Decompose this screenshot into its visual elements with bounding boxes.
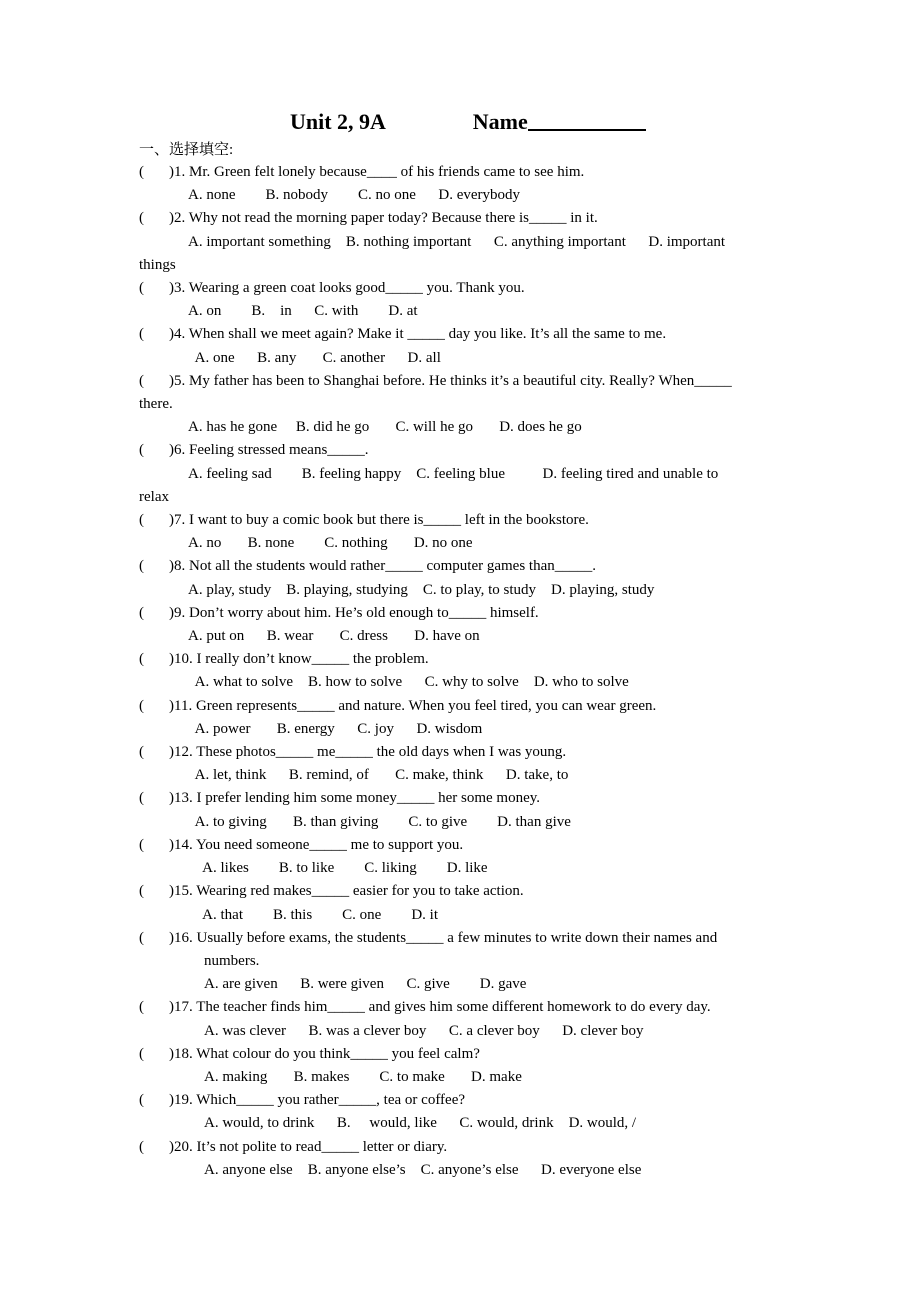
question-stem: )6. Feeling stressed means_____. [169, 442, 369, 459]
answer-paren[interactable]: ( [139, 326, 144, 343]
answer-paren[interactable]: ( [139, 280, 144, 297]
answer-paren[interactable]: ( [139, 836, 144, 853]
question-7 [139, 509, 781, 532]
question-12 [139, 741, 781, 764]
question-5-options: A. has he gone B. did he go C. will he go D. does he go [188, 419, 582, 436]
question-5-stem-cont: there. [139, 396, 173, 413]
section-heading: 一、选择填空: [139, 142, 234, 158]
unit-title: Unit 2, 9A [290, 109, 385, 134]
question-2-options-cont: things [139, 256, 176, 273]
name-blank[interactable] [528, 111, 646, 131]
question-19-options: A. would, to drink B. would, like C. would, drink D. would, / [204, 1115, 637, 1132]
question-stem: )16. Usually before exams, the students_____ a few minutes to write down their names and [169, 929, 718, 946]
question-stem: )10. I really don’t know_____ the problem. [169, 651, 429, 668]
question-stem: )18. What colour do you think_____ you feel calm? [169, 1045, 480, 1062]
answer-paren[interactable]: ( [139, 1138, 144, 1155]
question-7-options: A. no B. none C. nothing D. no one [188, 535, 473, 552]
question-15 [139, 880, 781, 903]
answer-paren[interactable]: ( [139, 372, 144, 389]
question-19 [139, 1089, 781, 1112]
question-stem: )9. Don’t worry about him. He’s old enough to_____ himself. [169, 604, 539, 621]
question-stem: )4. When shall we meet again? Make it _____ day you like. It’s all the same to me. [169, 326, 667, 343]
question-13-options: A. to giving B. than giving C. to give D. than give [188, 813, 571, 830]
question-14-options: A. likes B. to like C. liking D. like [188, 860, 488, 877]
question-1 [139, 161, 781, 184]
question-17 [139, 996, 781, 1019]
page-title [290, 109, 646, 135]
question-16 [139, 927, 781, 950]
question-stem: )14. You need someone_____ me to support you. [169, 836, 464, 853]
answer-paren[interactable]: ( [139, 604, 144, 621]
question-13 [139, 787, 781, 810]
question-stem: )15. Wearing red makes_____ easier for you to take action. [169, 883, 524, 900]
answer-paren[interactable]: ( [139, 442, 144, 459]
question-stem: )11. Green represents_____ and nature. When you feel tired, you can wear green. [169, 697, 657, 714]
question-5 [139, 370, 781, 393]
question-8-options: A. play, study B. playing, studying C. to play, to study D. playing, study [188, 581, 655, 598]
answer-paren[interactable]: ( [139, 1092, 144, 1109]
answer-paren[interactable]: ( [139, 790, 144, 807]
question-9 [139, 602, 781, 625]
question-18 [139, 1043, 781, 1066]
question-stem: )8. Not all the students would rather_____ computer games than_____. [169, 558, 596, 575]
answer-paren[interactable]: ( [139, 651, 144, 668]
question-stem: )3. Wearing a green coat looks good_____ you. Thank you. [169, 280, 525, 297]
answer-paren[interactable]: ( [139, 697, 144, 714]
question-stem: )5. My father has been to Shanghai before. He thinks it’s a beautiful city. Really? When_____ [169, 372, 732, 389]
question-4 [139, 323, 781, 346]
answer-paren[interactable]: ( [139, 1045, 144, 1062]
question-4-options: A. one B. any C. another D. all [188, 349, 441, 366]
question-stem: )20. It’s not polite to read_____ letter or diary. [169, 1138, 448, 1155]
question-stem: )7. I want to buy a comic book but there is_____ left in the bookstore. [169, 512, 589, 529]
question-list [139, 161, 781, 1182]
question-stem: )12. These photos_____ me_____ the old days when I was young. [169, 744, 567, 761]
question-2-options: A. important something B. nothing important C. anything important D. important [188, 233, 726, 250]
question-1-options: A. none B. nobody C. no one D. everybody [188, 187, 521, 204]
question-stem: )1. Mr. Green felt lonely because____ of his friends came to see him. [169, 164, 585, 180]
question-11 [139, 695, 781, 718]
answer-paren[interactable]: ( [139, 558, 144, 575]
question-stem: )17. The teacher finds him_____ and gives him some different homework to do every day. [169, 999, 711, 1016]
question-14 [139, 834, 781, 857]
question-stem: )19. Which_____ you rather_____, tea or coffee? [169, 1092, 466, 1109]
answer-paren[interactable]: ( [139, 999, 144, 1016]
question-10-options: A. what to solve B. how to solve C. why to solve D. who to solve [188, 674, 629, 691]
question-stem: )13. I prefer lending him some money_____ her some money. [169, 790, 541, 807]
question-12-options: A. let, think B. remind, of C. make, think D. take, to [188, 767, 569, 784]
answer-paren[interactable]: ( [139, 512, 144, 529]
question-3-options: A. on B. in C. with D. at [188, 303, 418, 320]
question-3 [139, 277, 781, 300]
question-10 [139, 648, 781, 671]
answer-paren[interactable]: ( [139, 164, 144, 180]
question-16-options: A. are given B. were given C. give D. gave [204, 976, 527, 993]
question-6-options: A. feeling sad B. feeling happy C. feeling blue D. feeling tired and unable to [188, 465, 719, 482]
question-16-stem-cont: numbers. [204, 952, 260, 969]
question-8 [139, 555, 781, 578]
question-6-options-cont: relax [139, 488, 169, 505]
question-20-options: A. anyone else B. anyone else’s C. anyone’s else D. everyone else [204, 1161, 642, 1178]
question-stem: )2. Why not read the morning paper today? Because there is_____ in it. [169, 210, 598, 227]
question-17-options: A. was clever B. was a clever boy C. a clever boy D. clever boy [204, 1022, 644, 1039]
name-label: Name [472, 109, 528, 134]
question-20 [139, 1136, 781, 1159]
question-18-options: A. making B. makes C. to make D. make [204, 1068, 522, 1085]
question-15-options: A. that B. this C. one D. it [188, 906, 439, 923]
question-2 [139, 207, 781, 230]
question-9-options: A. put on B. wear C. dress D. have on [188, 628, 480, 645]
answer-paren[interactable]: ( [139, 210, 144, 227]
answer-paren[interactable]: ( [139, 929, 144, 946]
answer-paren[interactable]: ( [139, 744, 144, 761]
question-11-options: A. power B. energy C. joy D. wisdom [188, 720, 483, 737]
answer-paren[interactable]: ( [139, 883, 144, 900]
question-6 [139, 439, 781, 462]
